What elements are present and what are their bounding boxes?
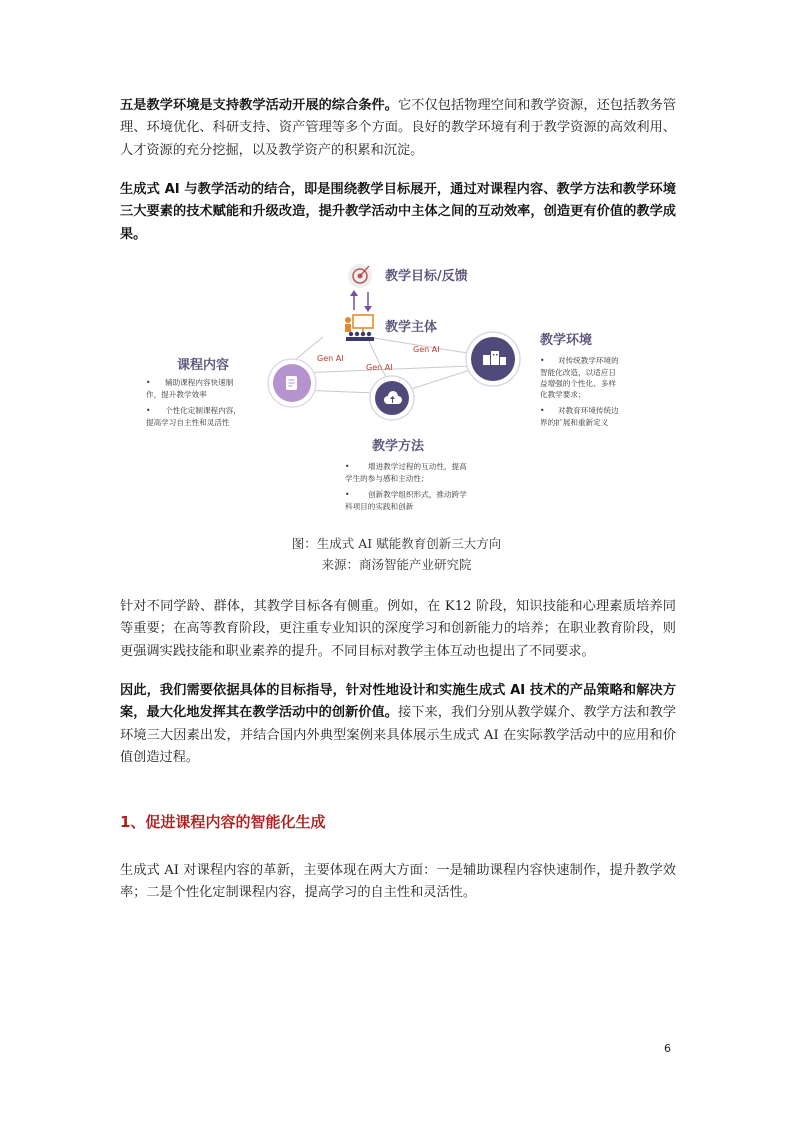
figure-source: 来源：商汤智能产业研究院 (321, 557, 472, 572)
paragraph-body: 生成式 AI 对课程内容的革新，主要体现在两大方面：一是辅助课程内容快速制作，提升教学效率；二是个性化定制课程内容，提高学习的自主性和灵活性。 (120, 863, 676, 901)
goal-feedback-label: 教学目标/反馈 (385, 269, 468, 284)
section-heading: 1、促进课程内容的智能化生成 (120, 813, 326, 831)
paragraph-body: 它不仅包括物理空间和教学资源，还包括教务管理、环境优化、科研支持、资产管理等多个方面。良好的教学环境有利于教学资源的高效利用、人才资源的充分挖掘，以及教学资产的积累和沉淀。 (120, 98, 677, 158)
course-bullet-1-line-2: 作，提升教学效率 (146, 390, 207, 399)
course-bullet-1-line-1: 辅助课程内容快速制 (165, 378, 234, 387)
paragraph-course-content (120, 860, 676, 905)
gen-ai-label: Gen AI (366, 363, 393, 372)
paragraph-lead: 因此，我们需要依据具体的目标指导，针对性地设计和实施生成式 AI 技术的产品策略和解决方案，最大化地发挥其在教学活动中的创新价值。 (120, 683, 676, 721)
course-content-title: 课程内容 (177, 358, 230, 373)
gen-ai-label: Gen AI (413, 345, 440, 354)
page-number: 6 (664, 1042, 671, 1055)
bullet-icon: • (540, 356, 545, 365)
paragraph-lead: 五是教学环境是支持教学活动开展的综合条件。 (120, 98, 399, 113)
paragraph-lead: 生成式 AI 与教学活动的结合，即是围绕教学目标展开，通过对课程内容、教学方法和教学环境三大要素的技术赋能和升级改造，提升教学活动中主体之间的互动效率，创造更有价值的教学成果。 (120, 182, 676, 242)
bullet-icon: • (146, 406, 151, 415)
figure-ai-education-directions (140, 255, 660, 530)
method-bullet-2-line-1: 创新教学组织形式，推动跨学 (368, 490, 467, 499)
feedback-arrows-icon (350, 290, 372, 312)
environment-bullet-1-line-3: 益增强的个性化、多样 (540, 379, 616, 388)
method-bullet-2-line-2: 科项目的实践和创新 (345, 502, 414, 511)
classroom-icon (345, 315, 374, 341)
environment-bullet-1-line-1: 对传统教学环境的 (558, 356, 619, 365)
paragraph-teaching-goals (120, 596, 676, 663)
bullet-icon: • (540, 406, 545, 415)
environment-bullet-2-line-1: 对教育环境传统边 (558, 406, 619, 415)
method-bullet-1-line-2: 学生的参与感和主动性； (345, 474, 429, 483)
figure-caption: 图：生成式 AI 赋能教育创新三大方向 (291, 536, 502, 551)
paragraph-ai-integration (120, 179, 676, 246)
bullet-icon: • (345, 490, 350, 499)
environment-bullet-1-line-4: 化教学要求； (540, 390, 586, 399)
teaching-environment-title: 教学环境 (540, 333, 593, 348)
bullet-icon: • (345, 462, 350, 471)
environment-bullet-1-line-2: 智能化改造，以适应日 (540, 368, 616, 377)
gen-ai-label: Gen AI (317, 354, 344, 363)
paragraph-teaching-environment (120, 95, 676, 162)
document-icon (286, 376, 297, 390)
course-bullet-2-line-1: 个性化定制课程内容， (165, 406, 241, 415)
paragraph-body: 接下来，我们分别从教学媒介、教学方法和教学环境三大因素出发，并结合国内外典型案例来具体展示生成式 AI 在实际教学活动中的应用和价值创造过程。 (120, 705, 677, 766)
method-bullet-1-line-1: 增进教学过程的互动性，提高 (368, 462, 467, 471)
bullet-icon: • (146, 378, 151, 387)
course-bullet-2-line-2: 提高学习自主性和灵活性 (146, 418, 230, 427)
paragraph-strategy (120, 680, 676, 770)
paragraph-body: 针对不同学龄、群体，其教学目标各有侧重。例如，在 K12 阶段，知识技能和心理素质培养同等重要；在高等教育阶段，更注重专业知识的深度学习和创新能力的培养；在职业教育阶段，则更强调实践技能和职业素养的提升。不同目标对教学主体互动也提出了不同要求。 (120, 599, 676, 659)
environment-bullet-2-line-2: 界的扩展和重新定义 (540, 418, 609, 427)
teaching-method-title: 教学方法 (372, 439, 425, 454)
target-icon (348, 264, 372, 288)
teaching-subject-label: 教学主体 (385, 320, 438, 335)
